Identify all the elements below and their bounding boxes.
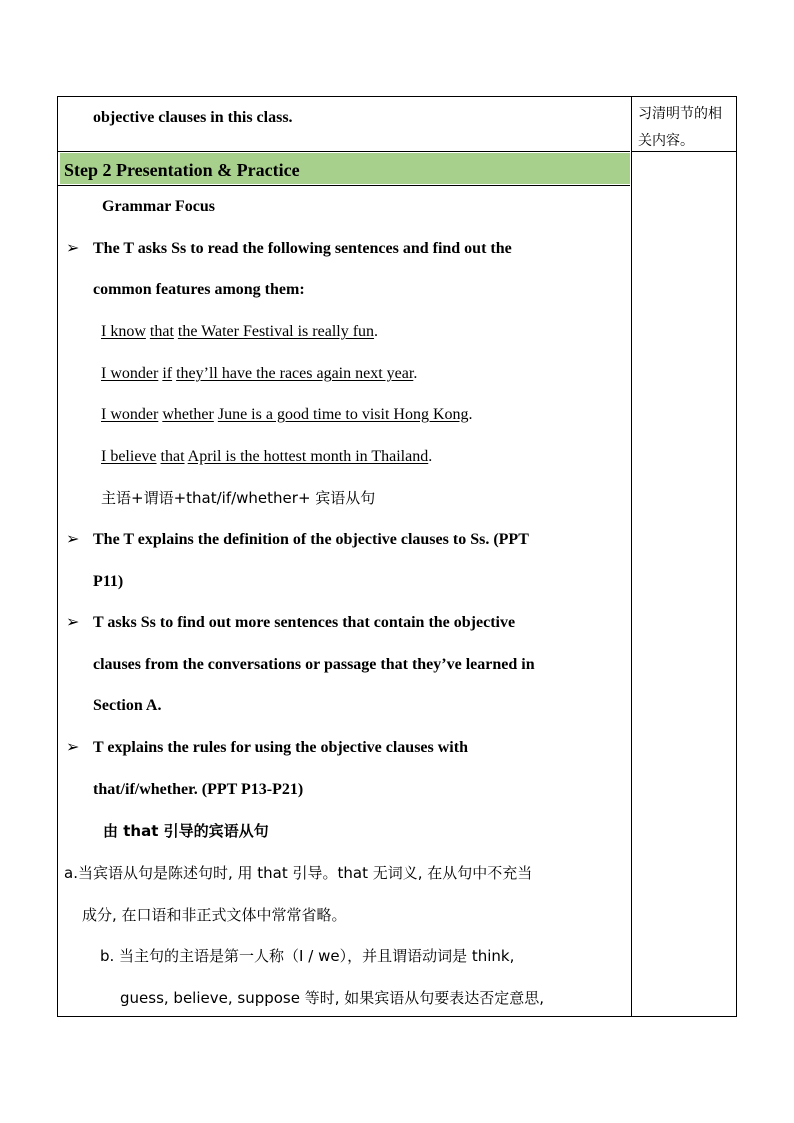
arrow-bullet-icon: ➢ <box>66 238 80 257</box>
sentence-end: . <box>428 448 433 465</box>
bullet2-line2: P11) <box>93 573 124 590</box>
sentence-conjunction: whether <box>162 406 214 423</box>
arrow-bullet-icon: ➢ <box>66 529 80 548</box>
side-row-divider <box>632 151 736 152</box>
arrow-bullet-icon: ➢ <box>66 612 80 631</box>
side-note-line1: 习清明节的相 <box>638 106 722 122</box>
rule-a-line2: 成分, 在口语和非正式文体中常常省略。 <box>82 906 347 924</box>
sentence-end: . <box>374 323 379 340</box>
bullet2-line1: The T explains the definition of the objective clauses to Ss. (PPT <box>93 531 529 548</box>
column-divider <box>631 97 632 1016</box>
sentence-end: . <box>468 406 473 423</box>
lesson-plan-table <box>57 96 737 1017</box>
side-note-line2: 关内容。 <box>638 133 694 149</box>
bullet4-line1: T explains the rules for using the objective clauses with <box>93 739 468 756</box>
example-sentence <box>101 447 432 467</box>
bullet3-line2: clauses from the conversations or passage that they’ve learned in <box>93 656 535 673</box>
sentence-subject: I believe <box>101 448 157 465</box>
sentence-conjunction: if <box>162 365 173 382</box>
sentence-subject: I wonder <box>101 406 159 423</box>
example-sentence <box>101 364 417 384</box>
rule-a-line1: a.当宾语从句是陈述句时, 用 that 引导。that 无词义, 在从句中不充当 <box>64 864 533 882</box>
example-sentence <box>101 405 473 425</box>
sentence-end: . <box>413 365 418 382</box>
rule-b-line1: b. 当主句的主语是第一人称（I / we），并且谓语动词是 think, <box>100 947 515 965</box>
sentence-subject: I know <box>101 323 146 340</box>
sentence-subject: I wonder <box>101 365 159 382</box>
sentence-clause: June is a good time to visit Hong Kong <box>217 406 469 423</box>
sentence-clause: April is the hottest month in Thailand <box>187 448 429 465</box>
sentence-conjunction: that <box>149 323 174 340</box>
sentence-clause: they’ll have the races again next year <box>176 365 414 382</box>
arrow-bullet-icon: ➢ <box>66 737 80 756</box>
sentence-conjunction: that <box>160 448 185 465</box>
intro-text: objective clauses in this class. <box>93 109 293 126</box>
grammar-focus-heading: Grammar Focus <box>102 198 216 215</box>
sentence-clause: the Water Festival is really fun <box>177 323 375 340</box>
bullet3-line1: T asks Ss to find out more sentences that contain the objective <box>93 614 516 631</box>
step-header-divider <box>58 185 630 186</box>
bullet3-line3: Section A. <box>93 697 162 714</box>
bullet4-line2: that/if/whether. (PPT P13-P21) <box>93 781 304 798</box>
bullet1-line2: common features among them: <box>93 281 305 298</box>
bullet1-line1: The T asks Ss to read the following sentences and find out the <box>93 240 512 257</box>
formula-text: 主语+谓语+that/if/whether+ 宾语从句 <box>101 489 376 507</box>
step-title: Step 2 Presentation & Practice <box>64 160 300 180</box>
example-sentence <box>101 322 378 342</box>
that-clause-heading: 由 that 引导的宾语从句 <box>103 822 269 840</box>
rule-b-line2: guess, believe, suppose 等时, 如果宾语从句要表达否定意思, <box>120 989 545 1007</box>
row-divider <box>58 151 630 152</box>
